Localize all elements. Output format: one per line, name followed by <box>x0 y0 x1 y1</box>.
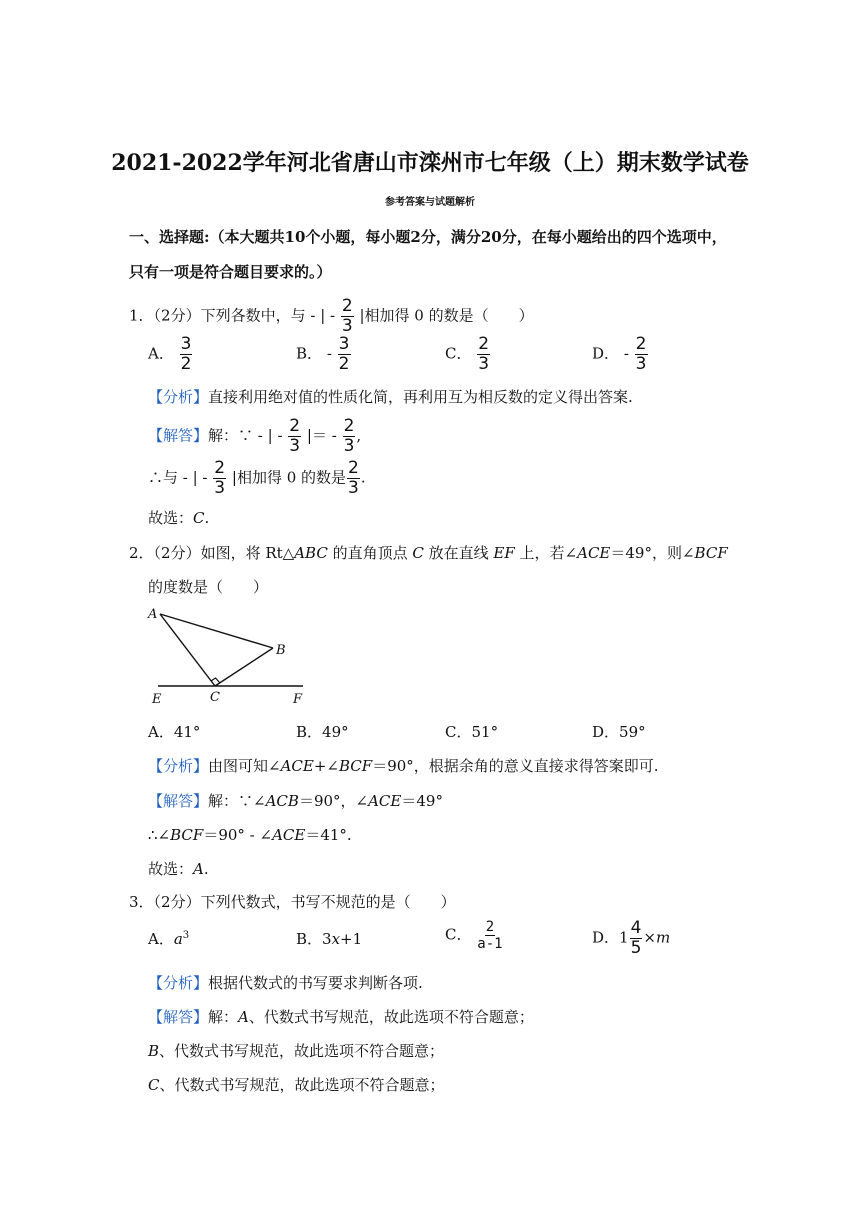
label-b: B <box>276 643 286 658</box>
question-2-stem: 2．（2分）如图，将 Rt△ABC 的直角顶点 C 放在直线 EF 上，若∠ACE＝49°，则∠BCF <box>129 544 728 562</box>
section-heading-line2: 只有一项是符合题目要求的。） <box>129 263 332 281</box>
q3-answer: 【解答】解：A、代数式书写规范，故此选项不符合题意； <box>148 1008 534 1026</box>
label-c: C <box>210 690 220 705</box>
question-1-stem <box>129 298 534 335</box>
q1-option-c: C． $\frac{2}{3}$ <box>445 334 490 374</box>
question-2-stem-line2: 的度数是（ ） <box>148 578 269 596</box>
side-ab <box>160 614 273 648</box>
label-e: E <box>152 692 162 707</box>
answer-tag: 【解答】 <box>148 426 209 445</box>
q1-option-b: B． - $\frac{3}{2}$ <box>296 334 350 374</box>
q3-answer-b: B、代数式书写规范，故此选项不符合题意； <box>148 1042 445 1060</box>
section-heading-line1: 一、选择题:（本大题共10个小题，每小题2分，满分20分，在每小题给出的四个选项中， <box>129 228 727 246</box>
q3-analysis: 【分析】根据代数式的书写要求判断各项. <box>148 974 423 992</box>
q2-choice: 故选：A. <box>148 860 209 878</box>
q1-fraction: $\frac{2}{3}$ <box>341 296 353 336</box>
q3-option-d: D．1 $\frac{4}{5}$ ×m <box>592 918 671 958</box>
q3-answer-c: C、代数式书写规范，故此选项不符合题意； <box>148 1076 445 1094</box>
side-ac <box>160 614 215 686</box>
page-subtitle: 参考答案与试题解析 <box>385 197 475 208</box>
q1-suffix: |相加得 0 的数是（ ） <box>359 306 534 325</box>
q3-option-b: B．3x+1 <box>296 930 363 948</box>
q3-option-a: A．$a^3$ <box>148 930 190 948</box>
q1-conclusion: ∴与 - | - $\frac{2}{3}$ |相加得 0 的数是 $\frac{2}{3}$ . <box>148 458 366 498</box>
q1-option-d: D． - $\frac{2}{3}$ <box>592 334 647 374</box>
triangle-figure <box>140 602 320 712</box>
side-cb <box>215 648 273 686</box>
q2-option-d: D．59° <box>592 723 646 741</box>
q2-answer: 【解答】解：∵∠ACB＝90°，∠ACE＝49° <box>148 792 443 810</box>
q1-answer: 【解答】解：∵ - | - $\frac{2}{3}$ |＝ - $\frac{2}{3}$ , <box>148 416 362 456</box>
analysis-tag: 【分析】 <box>148 388 209 406</box>
q1-choice: 故选：C. <box>148 509 210 527</box>
q2-conclusion: ∴∠BCF＝90° - ∠ACE＝41°. <box>148 826 352 844</box>
q1-prefix: 1．（2分）下列各数中，与 - | - <box>129 306 336 325</box>
page-title: 2021-2022学年河北省唐山市滦州市七年级（上）期末数学试卷 <box>111 150 749 176</box>
q1-analysis: 【分析】直接利用绝对值的性质化简，再利用互为相反数的定义得出答案. <box>148 388 633 406</box>
q2-option-b: B．49° <box>296 723 349 741</box>
q3-option-c: C． $\frac{2}{a-1}$ <box>445 919 503 952</box>
label-a: A <box>148 607 158 622</box>
q1-option-a: A． $\frac{3}{2}$ <box>148 334 192 374</box>
question-3-stem: 3．（2分）下列代数式，书写不规范的是（ ） <box>129 893 456 911</box>
q2-option-c: C．51° <box>445 723 499 741</box>
q2-analysis: 【分析】由图可知∠ACE+∠BCF＝90°，根据余角的意义直接求得答案即可. <box>148 757 659 775</box>
q2-option-a: A．41° <box>148 723 201 741</box>
label-f: F <box>293 692 303 707</box>
